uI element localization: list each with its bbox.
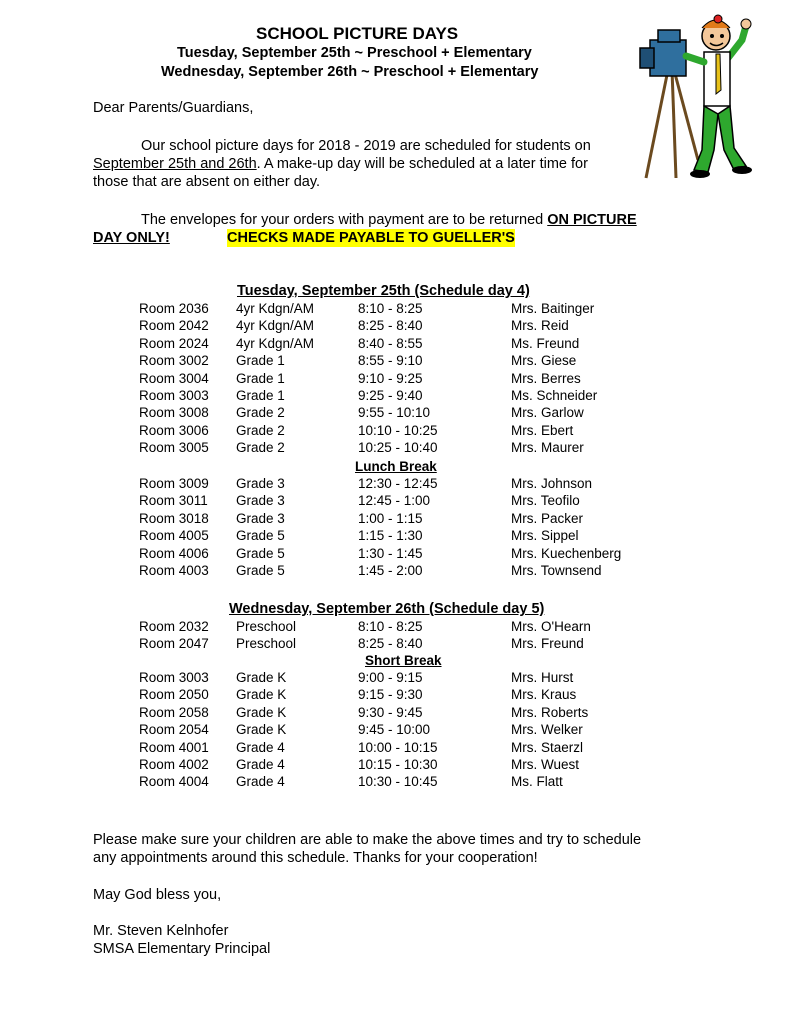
teacher-cell: Mrs. Johnson: [511, 476, 593, 491]
wednesday-schedule-heading: Wednesday, September 26th (Schedule day 5): [229, 601, 545, 617]
schedule-row: [0, 301, 791, 318]
grade-cell: Preschool: [236, 619, 297, 634]
time-cell: 8:10 - 8:25: [358, 301, 423, 316]
schedule-row: [0, 440, 791, 457]
grade-cell: Grade 3: [236, 493, 285, 509]
time-cell: 10:00 - 10:15: [358, 739, 438, 755]
room-cell: Room 3003: [139, 388, 209, 403]
schedule-row: [0, 318, 791, 335]
room-cell: Room 3003: [139, 670, 209, 685]
teacher-cell: Mrs. Ebert: [511, 422, 574, 438]
room-cell: Room 2024: [139, 335, 209, 351]
grade-cell: Grade K: [236, 687, 287, 703]
room-cell: Room 2054: [139, 722, 209, 738]
room-cell: Room 2032: [139, 619, 209, 634]
teacher-cell: Mrs. Kraus: [511, 687, 577, 703]
teacher-cell: Ms. Freund: [511, 335, 580, 351]
paragraph-1-line-2-rest: . A make-up day will be scheduled at a later time for: [256, 156, 588, 172]
time-cell: 1:30 - 1:45: [358, 545, 423, 561]
room-cell: Room 4003: [139, 563, 209, 578]
greeting: Dear Parents/Guardians,: [93, 100, 254, 116]
room-cell: Room 2050: [139, 687, 209, 703]
grade-cell: Grade 3: [236, 510, 285, 526]
grade-cell: Grade 3: [236, 476, 285, 491]
room-cell: Room 3002: [139, 353, 209, 369]
room-cell: Room 4005: [139, 528, 209, 544]
paragraph-1-line-1: Our school picture days for 2018 - 2019 are scheduled for students on: [141, 138, 591, 154]
tuesday-schedule-heading: Tuesday, September 25th (Schedule day 4): [237, 283, 530, 299]
time-cell: 8:25 - 8:40: [358, 318, 423, 334]
room-cell: Room 4002: [139, 757, 209, 772]
schedule-row: [0, 476, 791, 493]
time-cell: 8:40 - 8:55: [358, 335, 423, 351]
paragraph-1-line-2: [93, 155, 588, 173]
time-cell: 12:45 - 1:00: [358, 493, 431, 509]
schedule-row: [0, 336, 791, 353]
schedule-row: [0, 546, 791, 563]
grade-cell: Grade 4: [236, 757, 285, 772]
day-only-text: DAY ONLY!: [93, 230, 170, 246]
room-cell: Room 2042: [139, 318, 209, 334]
room-cell: Room 3004: [139, 370, 209, 386]
time-cell: 10:10 - 10:25: [358, 422, 438, 438]
time-cell: 10:25 - 10:40: [358, 440, 438, 456]
grade-cell: Grade 2: [236, 405, 285, 421]
short-break-label: Short Break: [365, 653, 442, 668]
room-cell: Room 4001: [139, 739, 209, 755]
time-cell: 1:45 - 2:00: [358, 563, 423, 578]
teacher-cell: Mrs. Welker: [511, 722, 583, 738]
grade-cell: Grade 2: [236, 422, 285, 438]
teacher-cell: Mrs. Baitinger: [511, 301, 595, 316]
closing-line-1: Please make sure your children are able to make the above times and try to schedule: [93, 832, 642, 848]
photographer-with-camera-icon: [638, 10, 756, 182]
time-cell: 9:30 - 9:45: [358, 704, 423, 720]
teacher-cell: Mrs. Roberts: [511, 704, 589, 720]
lunch-break-label: Lunch Break: [355, 459, 437, 474]
teacher-cell: Ms. Schneider: [511, 388, 598, 403]
schedule-row: [0, 563, 791, 580]
time-cell: 1:00 - 1:15: [358, 510, 423, 526]
closing-line-2: any appointments around this schedule. Thanks for your cooperation!: [93, 850, 538, 866]
grade-cell: Grade 4: [236, 739, 285, 755]
grade-cell: Grade 4: [236, 774, 285, 790]
grade-cell: Grade 1: [236, 353, 285, 369]
schedule-row: [0, 687, 791, 704]
schedule-row: [0, 405, 791, 422]
schedule-row: [0, 353, 791, 370]
schedule-row: [0, 619, 791, 636]
room-cell: Room 3006: [139, 422, 209, 438]
blessing: May God bless you,: [93, 887, 222, 903]
teacher-cell: Mrs. Kuechenberg: [511, 545, 622, 561]
grade-cell: 4yr Kdgn/AM: [236, 335, 315, 351]
picture-dates-text: September 25th and 26th: [93, 156, 257, 172]
time-cell: 8:55 - 9:10: [358, 353, 423, 369]
checks-payable-highlight: CHECKS MADE PAYABLE TO GUELLER'S: [227, 230, 515, 246]
teacher-cell: Mrs. Sippel: [511, 528, 579, 544]
time-cell: 9:45 - 10:00: [358, 722, 431, 738]
date-line-wednesday: Wednesday, September 26th ~ Preschool + Elementary: [161, 64, 539, 80]
room-cell: Room 2036: [139, 301, 209, 316]
schedule-row: [0, 388, 791, 405]
teacher-cell: Ms. Flatt: [511, 774, 563, 790]
room-cell: Room 2058: [139, 704, 209, 720]
grade-cell: 4yr Kdgn/AM: [236, 318, 315, 334]
page-title: SCHOOL PICTURE DAYS: [256, 24, 459, 43]
paragraph-2-line-1: [141, 211, 637, 229]
schedule-row: [0, 528, 791, 545]
time-cell: 9:15 - 9:30: [358, 687, 423, 703]
room-cell: Room 4004: [139, 774, 209, 790]
grade-cell: Grade K: [236, 722, 287, 738]
grade-cell: Grade 5: [236, 563, 285, 578]
time-cell: 1:15 - 1:30: [358, 528, 423, 544]
paragraph-2-text: The envelopes for your orders with payment are to be returned: [141, 212, 548, 228]
time-cell: 9:25 - 9:40: [358, 388, 423, 403]
grade-cell: Grade K: [236, 704, 287, 720]
schedule-row: [0, 423, 791, 440]
time-cell: 10:15 - 10:30: [358, 757, 438, 772]
teacher-cell: Mrs. O'Hearn: [511, 619, 591, 634]
grade-cell: Grade 5: [236, 545, 285, 561]
time-cell: 9:55 - 10:10: [358, 405, 431, 421]
grade-cell: Grade 2: [236, 440, 285, 456]
signer-name: Mr. Steven Kelnhofer: [93, 923, 229, 939]
teacher-cell: Mrs. Maurer: [511, 440, 584, 456]
time-cell: 10:30 - 10:45: [358, 774, 438, 790]
room-cell: Room 3011: [139, 493, 208, 509]
teacher-cell: Mrs. Freund: [511, 636, 584, 652]
schedule-row: [0, 371, 791, 388]
teacher-cell: Mrs. Townsend: [511, 563, 602, 578]
grade-cell: 4yr Kdgn/AM: [236, 301, 315, 316]
schedule-row: [0, 493, 791, 510]
teacher-cell: Mrs. Reid: [511, 318, 569, 334]
room-cell: Room 3005: [139, 440, 209, 456]
room-cell: Room 3009: [139, 476, 209, 491]
grade-cell: Grade 1: [236, 388, 285, 403]
teacher-cell: Mrs. Giese: [511, 353, 577, 369]
teacher-cell: Mrs. Garlow: [511, 405, 584, 421]
schedule-row: [0, 774, 791, 791]
schedule-row: [0, 511, 791, 528]
grade-cell: Grade 1: [236, 370, 285, 386]
grade-cell: Grade 5: [236, 528, 285, 544]
schedule-row: [0, 636, 791, 653]
schedule-row: [0, 740, 791, 757]
paragraph-1-line-3: those that are absent on either day.: [93, 174, 321, 190]
room-cell: Room 4006: [139, 545, 209, 561]
room-cell: Room 3018: [139, 510, 209, 526]
schedule-row: [0, 757, 791, 774]
time-cell: 8:25 - 8:40: [358, 636, 423, 652]
schedule-row: [0, 722, 791, 739]
teacher-cell: Mrs. Berres: [511, 370, 581, 386]
time-cell: 9:10 - 9:25: [358, 370, 423, 386]
teacher-cell: Mrs. Hurst: [511, 670, 574, 685]
time-cell: 9:00 - 9:15: [358, 670, 423, 685]
on-picture-text: ON PICTURE: [547, 212, 637, 228]
date-line-tuesday: Tuesday, September 25th ~ Preschool + Elementary: [177, 45, 532, 61]
time-cell: 8:10 - 8:25: [358, 619, 423, 634]
teacher-cell: Mrs. Packer: [511, 510, 584, 526]
time-cell: 12:30 - 12:45: [358, 476, 438, 491]
teacher-cell: Mrs. Teofilo: [511, 493, 580, 509]
schedule-row: [0, 705, 791, 722]
teacher-cell: Mrs. Staerzl: [511, 739, 584, 755]
schedule-row: [0, 670, 791, 687]
grade-cell: Preschool: [236, 636, 297, 652]
teacher-cell: Mrs. Wuest: [511, 757, 580, 772]
room-cell: Room 2047: [139, 636, 209, 652]
signer-title: SMSA Elementary Principal: [93, 941, 271, 957]
grade-cell: Grade K: [236, 670, 287, 685]
room-cell: Room 3008: [139, 405, 209, 421]
